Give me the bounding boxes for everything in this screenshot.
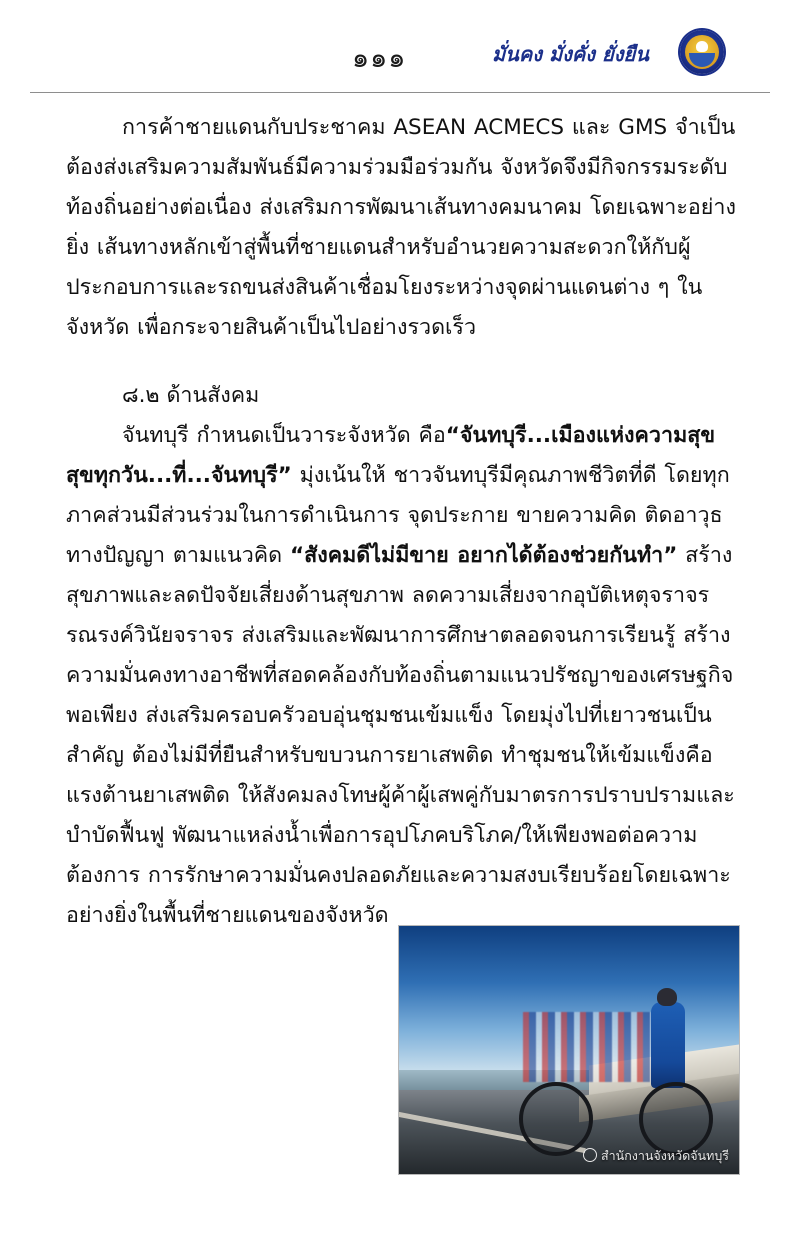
photo-cyclists-on-bridge (398, 925, 740, 1175)
page-header (0, 0, 800, 92)
section-heading-social (66, 376, 738, 416)
header-motto: มั่นคง มั่งคั่ง ยั่งยืน (492, 42, 649, 66)
page-content (66, 108, 738, 936)
paragraph-text: การค้าชายแดนกับประชาคม ASEAN ACMECS และ GMS จำเป็นต้องส่งเสริมความสัมพันธ์มีความร่วมมือร่วมกัน จังหวัดจึงมีกิจกรรมระดับท้องถิ่นอย่างต่อเนื่อง ส่งเสริมการพัฒนาเส้นทางคมนาคม โดยเฉพาะอย่างยิ่ง เส้นทางหลักเข้าสู่พื้นที่ชายแดนสำหรับอำนวยความสะดวกให้กับผู้ประกอบการและรถขนส่งสินค้าเชื่อมโยงระหว่างจุดผ่านแดนต่าง ๆ ในจังหวัด เพื่อกระจายสินค้าเป็นไปอย่างรวดเร็ว (66, 115, 736, 340)
sentence-tail: สร้างสุขภาพและลดปัจจัยเสี่ยงด้านสุขภาพ ลดความเสี่ยงจากอุบัติเหตุจราจร รณรงค์วินัยจราจร ส่งเสริมและพัฒนาการศึกษาตลอดจนการเรียนรู้ สร้างความมั่นคงทางอาชีพที่สอดคล้องกับท้องถิ่นตามแนวปรัชญาของเศรษฐกิจพอเพียง ส่งเสริมครอบครัวอบอุ่นชุมชนเข้มแข็ง โดยมุ่งไปที่เยาวชนเป็นสำคัญ ต้องไม่มีที่ยืนสำหรับขบวนการยาเสพติด ทำชุมชนให้เข้มแข็งคือแรงต้านยาเสพติด ให้สังคมลงโทษผู้ค้าผู้เสพคู่กับมาตรการปราบปรามและบำบัดฟื้นฟู พัฒนาแหล่งน้ำเพื่อการอุปโภคบริโภค/ให้เพียงพอต่อความต้องการ การรักษาความมั่นคงปลอดภัยและความสงบเรียบร้อยโดยเฉพาะอย่างยิ่งในพื้นที่ชายแดนของจังหวัด (66, 543, 735, 928)
provincial-seal-icon (680, 30, 724, 74)
page-number: ๑๑๑ (352, 43, 407, 74)
section-number: ๘.๒ (122, 383, 160, 408)
quote-social-concept: “สังคมดีไม่มีขาย อยากได้ต้องช่วยกันทำ” (289, 543, 678, 568)
header-divider (30, 92, 770, 93)
photo-rider-body (651, 1002, 685, 1088)
paragraph-border-trade (66, 108, 738, 348)
quote-province-slogan: “จันทบุรี...เมืองแห่งความสุข สุขทุกวัน...ที่...จันทบุรี” (66, 423, 716, 488)
paragraph-social-agenda (66, 416, 738, 936)
photo-credit-text: สำนักงานจังหวัดจันทบุรี (601, 1148, 729, 1163)
sentence-middle: มุ่งเน้นให้ ชาวจันทบุรีมีคุณภาพชีวิตที่ดี โดยทุกภาคส่วนมีส่วนร่วมในการดำเนินการ จุดประกาย ขายความคิด ติดอาวุธทางปัญญา ตามแนวคิด (66, 463, 730, 568)
photo-credit-icon (583, 1148, 597, 1162)
photo-bicycle-wheel-rear (639, 1082, 713, 1156)
photo-bicycle-wheel-front (519, 1082, 593, 1156)
sentence-lead: จันทบุรี กำหนดเป็นวาระจังหวัด คือ (122, 423, 446, 448)
photo-bicycle (519, 1078, 729, 1156)
photo-crowd (523, 1012, 653, 1082)
section-title: ด้านสังคม (166, 383, 260, 408)
photo-rider-helmet (657, 988, 677, 1006)
photo-credit (583, 1146, 729, 1166)
